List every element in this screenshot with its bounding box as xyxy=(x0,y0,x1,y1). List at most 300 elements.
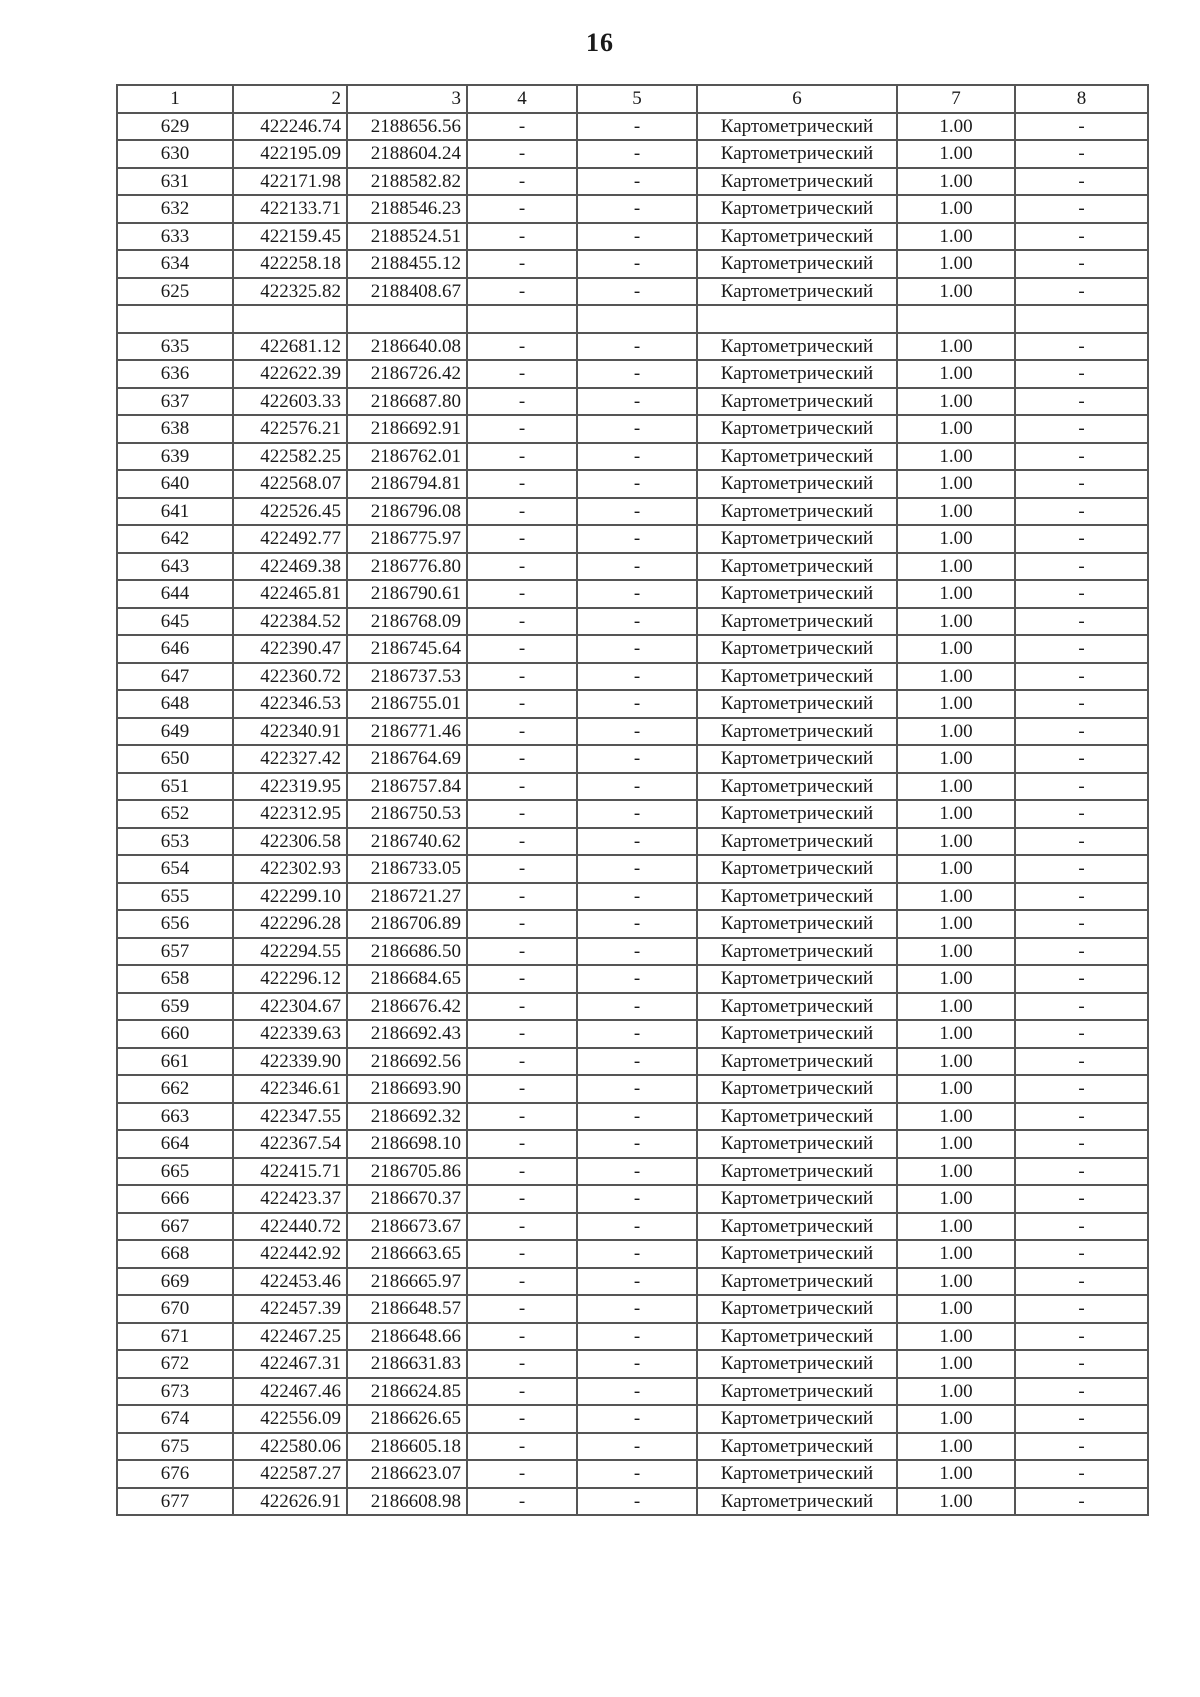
table-cell: Картометрический xyxy=(697,1295,897,1323)
coordinates-table xyxy=(116,84,1149,1516)
table-cell: - xyxy=(577,1075,697,1103)
table-cell: Картометрический xyxy=(697,1405,897,1433)
table-cell: 2186737.53 xyxy=(347,663,467,691)
table-cell: Картометрический xyxy=(697,1378,897,1406)
table-cell: - xyxy=(577,1405,697,1433)
table-cell: Картометрический xyxy=(697,1268,897,1296)
table-cell: 2186705.86 xyxy=(347,1158,467,1186)
table-cell: 641 xyxy=(117,498,233,526)
table-cell: 422340.91 xyxy=(233,718,347,746)
table-cell: 422587.27 xyxy=(233,1460,347,1488)
table-cell: - xyxy=(577,608,697,636)
table-cell: - xyxy=(467,993,577,1021)
table-cell: - xyxy=(1015,828,1148,856)
table-row xyxy=(117,1350,1148,1378)
table-row xyxy=(117,498,1148,526)
table-cell: - xyxy=(577,1185,697,1213)
page-number: 16 xyxy=(586,28,614,57)
table-cell: 2186608.98 xyxy=(347,1488,467,1516)
table-cell: - xyxy=(1015,1350,1148,1378)
table-cell: Картометрический xyxy=(697,1075,897,1103)
table-cell: Картометрический xyxy=(697,1433,897,1461)
table-row xyxy=(117,1433,1148,1461)
table-cell: - xyxy=(467,773,577,801)
table-cell: 2186663.65 xyxy=(347,1240,467,1268)
table-cell: - xyxy=(577,1488,697,1516)
table-row xyxy=(117,1158,1148,1186)
table-row xyxy=(117,278,1148,306)
table-row xyxy=(117,718,1148,746)
table-cell: 1.00 xyxy=(897,1460,1015,1488)
table-cell: - xyxy=(1015,690,1148,718)
table-cell: 633 xyxy=(117,223,233,251)
table-cell: - xyxy=(577,965,697,993)
table-cell: - xyxy=(577,415,697,443)
table-cell: 1.00 xyxy=(897,443,1015,471)
table-cell: Картометрический xyxy=(697,113,897,141)
table-cell: Картометрический xyxy=(697,608,897,636)
table-cell: Картометрический xyxy=(697,965,897,993)
table-cell: 2186631.83 xyxy=(347,1350,467,1378)
table-cell: 422453.46 xyxy=(233,1268,347,1296)
table-cell xyxy=(233,305,347,333)
table-cell: Картометрический xyxy=(697,278,897,306)
table-cell: Картометрический xyxy=(697,690,897,718)
table-row xyxy=(117,1185,1148,1213)
table-cell: 1.00 xyxy=(897,553,1015,581)
table-cell: 2186692.91 xyxy=(347,415,467,443)
table-cell: - xyxy=(577,388,697,416)
table-cell: - xyxy=(1015,525,1148,553)
table-cell: - xyxy=(467,965,577,993)
table-cell: 655 xyxy=(117,883,233,911)
table-cell: Картометрический xyxy=(697,553,897,581)
table-cell: - xyxy=(1015,1378,1148,1406)
table-row xyxy=(117,1460,1148,1488)
table-cell: Картометрический xyxy=(697,360,897,388)
table-cell: 2188408.67 xyxy=(347,278,467,306)
table-cell: 422467.46 xyxy=(233,1378,347,1406)
table-row xyxy=(117,333,1148,361)
table-cell: 1.00 xyxy=(897,1295,1015,1323)
table-row xyxy=(117,663,1148,691)
table-cell: - xyxy=(577,1378,697,1406)
table-cell: - xyxy=(1015,910,1148,938)
table-cell: - xyxy=(1015,800,1148,828)
table-cell: 422339.63 xyxy=(233,1020,347,1048)
table-cell: 422622.39 xyxy=(233,360,347,388)
table-cell: Картометрический xyxy=(697,443,897,471)
table-row xyxy=(117,553,1148,581)
table-cell: 1.00 xyxy=(897,773,1015,801)
table-cell: - xyxy=(1015,223,1148,251)
column-header: 1 xyxy=(117,85,233,113)
table-cell: - xyxy=(1015,1323,1148,1351)
table-cell: 1.00 xyxy=(897,223,1015,251)
column-header: 5 xyxy=(577,85,697,113)
table-cell: 422442.92 xyxy=(233,1240,347,1268)
table-cell: 645 xyxy=(117,608,233,636)
table-cell: - xyxy=(1015,883,1148,911)
table-cell: - xyxy=(467,195,577,223)
table-cell: 657 xyxy=(117,938,233,966)
table-cell: - xyxy=(1015,1295,1148,1323)
table-cell: 667 xyxy=(117,1213,233,1241)
table-row xyxy=(117,140,1148,168)
table-cell: 625 xyxy=(117,278,233,306)
table-cell: Картометрический xyxy=(697,993,897,1021)
table-row xyxy=(117,1103,1148,1131)
table-cell: 638 xyxy=(117,415,233,443)
table-cell: - xyxy=(467,1213,577,1241)
table-cell: - xyxy=(467,168,577,196)
table-cell: - xyxy=(1015,333,1148,361)
table-row xyxy=(117,415,1148,443)
table-cell: - xyxy=(1015,388,1148,416)
table-row xyxy=(117,800,1148,828)
table-row xyxy=(117,195,1148,223)
table-cell: - xyxy=(1015,470,1148,498)
table-cell: 2186726.42 xyxy=(347,360,467,388)
table-cell: 422582.25 xyxy=(233,443,347,471)
table-cell: - xyxy=(467,938,577,966)
table-cell: - xyxy=(467,1295,577,1323)
table-cell: 629 xyxy=(117,113,233,141)
table-cell: 422469.38 xyxy=(233,553,347,581)
table-cell: 2186771.46 xyxy=(347,718,467,746)
table-cell: 1.00 xyxy=(897,993,1015,1021)
table-cell: 422465.81 xyxy=(233,580,347,608)
table-cell: 676 xyxy=(117,1460,233,1488)
table-cell: Картометрический xyxy=(697,910,897,938)
table-cell: - xyxy=(1015,773,1148,801)
column-header: 3 xyxy=(347,85,467,113)
table-cell: - xyxy=(467,1350,577,1378)
table-cell: 422556.09 xyxy=(233,1405,347,1433)
table-cell: 422576.21 xyxy=(233,415,347,443)
table-cell: 1.00 xyxy=(897,1130,1015,1158)
table-cell: - xyxy=(467,525,577,553)
table-cell: 2186605.18 xyxy=(347,1433,467,1461)
table-row xyxy=(117,1405,1148,1433)
table-cell: 639 xyxy=(117,443,233,471)
table-cell: 643 xyxy=(117,553,233,581)
table-cell: 1.00 xyxy=(897,1213,1015,1241)
table-cell: - xyxy=(1015,855,1148,883)
table-cell: - xyxy=(467,223,577,251)
table-cell: - xyxy=(467,1185,577,1213)
table-cell: - xyxy=(577,1295,697,1323)
table-cell: 2186648.66 xyxy=(347,1323,467,1351)
table-cell: 2186623.07 xyxy=(347,1460,467,1488)
table-cell: 2186745.64 xyxy=(347,635,467,663)
table-cell: 2186670.37 xyxy=(347,1185,467,1213)
table-cell: - xyxy=(577,1103,697,1131)
table-cell: 651 xyxy=(117,773,233,801)
table-cell: 2186676.42 xyxy=(347,993,467,1021)
table-cell xyxy=(1015,305,1148,333)
table-cell: 2186626.65 xyxy=(347,1405,467,1433)
table-cell: 1.00 xyxy=(897,663,1015,691)
table-cell: 2186692.43 xyxy=(347,1020,467,1048)
table-cell: 1.00 xyxy=(897,195,1015,223)
table-cell: 665 xyxy=(117,1158,233,1186)
table-cell: 631 xyxy=(117,168,233,196)
table-cell: - xyxy=(467,855,577,883)
table-cell: - xyxy=(577,1240,697,1268)
table-cell: Картометрический xyxy=(697,1213,897,1241)
table-cell: - xyxy=(467,800,577,828)
table-row xyxy=(117,855,1148,883)
table-cell xyxy=(697,305,897,333)
table-cell: - xyxy=(577,828,697,856)
table-row xyxy=(117,1048,1148,1076)
table-cell: Картометрический xyxy=(697,470,897,498)
table-cell: - xyxy=(577,278,697,306)
table-cell: 1.00 xyxy=(897,1433,1015,1461)
table-cell: 1.00 xyxy=(897,415,1015,443)
table-cell: - xyxy=(467,278,577,306)
table-cell: 1.00 xyxy=(897,938,1015,966)
table-cell: 2186790.61 xyxy=(347,580,467,608)
table-cell: - xyxy=(1015,113,1148,141)
table-cell: Картометрический xyxy=(697,1460,897,1488)
table-row xyxy=(117,1213,1148,1241)
table-cell: - xyxy=(467,828,577,856)
table-cell: 652 xyxy=(117,800,233,828)
table-cell: - xyxy=(467,1378,577,1406)
table-row xyxy=(117,745,1148,773)
table-cell: - xyxy=(467,415,577,443)
table-cell: - xyxy=(577,580,697,608)
table-cell: Картометрический xyxy=(697,1323,897,1351)
table-cell: 422367.54 xyxy=(233,1130,347,1158)
table-cell: 422423.37 xyxy=(233,1185,347,1213)
table-cell: - xyxy=(1015,608,1148,636)
table-cell: - xyxy=(467,553,577,581)
table-cell: - xyxy=(577,1268,697,1296)
table-cell: - xyxy=(1015,195,1148,223)
table-row xyxy=(117,1378,1148,1406)
table-cell: 1.00 xyxy=(897,718,1015,746)
table-row xyxy=(117,250,1148,278)
table-cell: - xyxy=(1015,1158,1148,1186)
table-cell: 664 xyxy=(117,1130,233,1158)
table-cell: 422467.25 xyxy=(233,1323,347,1351)
table-cell: - xyxy=(1015,1405,1148,1433)
table-cell: - xyxy=(577,1323,697,1351)
table-cell: 644 xyxy=(117,580,233,608)
table-cell: - xyxy=(1015,965,1148,993)
table-cell: - xyxy=(577,1048,697,1076)
table-cell: 2188546.23 xyxy=(347,195,467,223)
table-cell: - xyxy=(467,1130,577,1158)
table-cell: - xyxy=(1015,250,1148,278)
table-cell: 677 xyxy=(117,1488,233,1516)
table-cell xyxy=(897,305,1015,333)
table-cell: 661 xyxy=(117,1048,233,1076)
table-row xyxy=(117,1020,1148,1048)
table-cell: Картометрический xyxy=(697,223,897,251)
table-cell: Картометрический xyxy=(697,333,897,361)
table-cell: - xyxy=(467,883,577,911)
table-cell: 658 xyxy=(117,965,233,993)
table-cell: 422457.39 xyxy=(233,1295,347,1323)
table-cell xyxy=(117,305,233,333)
table-cell: - xyxy=(467,745,577,773)
table-cell: 422346.61 xyxy=(233,1075,347,1103)
table-cell: 422580.06 xyxy=(233,1433,347,1461)
table-cell: - xyxy=(1015,1433,1148,1461)
table-cell: - xyxy=(467,140,577,168)
table-cell: 1.00 xyxy=(897,333,1015,361)
table-row xyxy=(117,690,1148,718)
table-cell: 422296.12 xyxy=(233,965,347,993)
table-cell: 1.00 xyxy=(897,250,1015,278)
table-cell: Картометрический xyxy=(697,1048,897,1076)
table-cell: Картометрический xyxy=(697,168,897,196)
column-header: 7 xyxy=(897,85,1015,113)
table-cell: Картометрический xyxy=(697,580,897,608)
table-cell: 422526.45 xyxy=(233,498,347,526)
table-cell: - xyxy=(577,525,697,553)
table-cell: 1.00 xyxy=(897,1075,1015,1103)
table-cell: 637 xyxy=(117,388,233,416)
table-cell: - xyxy=(1015,938,1148,966)
table-cell: Картометрический xyxy=(697,250,897,278)
table-cell: - xyxy=(577,855,697,883)
table-cell: - xyxy=(467,1405,577,1433)
table-cell: 630 xyxy=(117,140,233,168)
table-cell: 674 xyxy=(117,1405,233,1433)
table-cell: 2186733.05 xyxy=(347,855,467,883)
table-cell: 422384.52 xyxy=(233,608,347,636)
table-cell: 1.00 xyxy=(897,1185,1015,1213)
table-cell: Картометрический xyxy=(697,828,897,856)
table-row xyxy=(117,360,1148,388)
table-cell: 422325.82 xyxy=(233,278,347,306)
table-cell: - xyxy=(1015,1488,1148,1516)
table-cell: 654 xyxy=(117,855,233,883)
table-cell: - xyxy=(577,635,697,663)
table-cell: - xyxy=(1015,993,1148,1021)
table-cell: 1.00 xyxy=(897,1158,1015,1186)
table-cell: 422302.93 xyxy=(233,855,347,883)
table-cell: - xyxy=(577,333,697,361)
table-cell: 2186692.56 xyxy=(347,1048,467,1076)
table-cell: - xyxy=(467,388,577,416)
table-cell: 422681.12 xyxy=(233,333,347,361)
table-cell: - xyxy=(577,745,697,773)
table-cell: - xyxy=(467,1020,577,1048)
table-cell: 422360.72 xyxy=(233,663,347,691)
table-cell: 2188604.24 xyxy=(347,140,467,168)
column-header: 4 xyxy=(467,85,577,113)
table-cell: 1.00 xyxy=(897,635,1015,663)
table-cell: - xyxy=(577,1350,697,1378)
table-row xyxy=(117,773,1148,801)
table-cell: 1.00 xyxy=(897,1268,1015,1296)
table-cell: Картометрический xyxy=(697,1158,897,1186)
table-cell: 422133.71 xyxy=(233,195,347,223)
table-cell: 660 xyxy=(117,1020,233,1048)
table-cell: - xyxy=(577,993,697,1021)
table-cell: 634 xyxy=(117,250,233,278)
table-cell: - xyxy=(1015,498,1148,526)
table-cell: - xyxy=(467,1103,577,1131)
table-cell: 1.00 xyxy=(897,1378,1015,1406)
table-cell: - xyxy=(1015,1268,1148,1296)
table-cell: Картометрический xyxy=(697,635,897,663)
table-cell: - xyxy=(1015,553,1148,581)
table-cell: - xyxy=(1015,443,1148,471)
table-cell: - xyxy=(1015,1020,1148,1048)
table-cell: - xyxy=(577,938,697,966)
table-cell: 2186686.50 xyxy=(347,938,467,966)
table-cell: 422467.31 xyxy=(233,1350,347,1378)
table-cell: - xyxy=(1015,1130,1148,1158)
table-cell: Картометрический xyxy=(697,718,897,746)
table-cell: - xyxy=(467,333,577,361)
table-cell: Картометрический xyxy=(697,855,897,883)
table-cell: 1.00 xyxy=(897,140,1015,168)
table-row xyxy=(117,443,1148,471)
table-row xyxy=(117,113,1148,141)
table-row xyxy=(117,1268,1148,1296)
table-cell: 2186775.97 xyxy=(347,525,467,553)
table-cell: 422258.18 xyxy=(233,250,347,278)
table-cell: 1.00 xyxy=(897,470,1015,498)
table-cell: - xyxy=(467,910,577,938)
table-cell: 1.00 xyxy=(897,745,1015,773)
table-cell: - xyxy=(1015,718,1148,746)
table-cell: 422440.72 xyxy=(233,1213,347,1241)
table-cell: - xyxy=(1015,360,1148,388)
table-cell: 422159.45 xyxy=(233,223,347,251)
table-cell: 636 xyxy=(117,360,233,388)
table-cell: Картометрический xyxy=(697,1130,897,1158)
table-cell: - xyxy=(467,113,577,141)
table-cell: - xyxy=(577,195,697,223)
table-cell: 673 xyxy=(117,1378,233,1406)
table-cell: 1.00 xyxy=(897,1103,1015,1131)
table-cell: - xyxy=(1015,1240,1148,1268)
table-cell: - xyxy=(1015,168,1148,196)
table-cell xyxy=(577,305,697,333)
table-cell: - xyxy=(1015,415,1148,443)
table-cell: 422568.07 xyxy=(233,470,347,498)
table-cell: - xyxy=(1015,580,1148,608)
table-cell: 1.00 xyxy=(897,360,1015,388)
table-cell: - xyxy=(467,580,577,608)
table-cell: - xyxy=(1015,1048,1148,1076)
table-cell: 646 xyxy=(117,635,233,663)
table-cell: Картометрический xyxy=(697,498,897,526)
table-cell: - xyxy=(1015,745,1148,773)
table-cell: 2186757.84 xyxy=(347,773,467,801)
table-cell: 656 xyxy=(117,910,233,938)
table-cell: 422312.95 xyxy=(233,800,347,828)
table-cell: 422294.55 xyxy=(233,938,347,966)
table-cell: - xyxy=(467,1323,577,1351)
table-cell: Картометрический xyxy=(697,663,897,691)
table-cell: 422327.42 xyxy=(233,745,347,773)
table-cell: 2186665.97 xyxy=(347,1268,467,1296)
table-cell: 2186794.81 xyxy=(347,470,467,498)
table-cell: Картометрический xyxy=(697,525,897,553)
table-row xyxy=(117,635,1148,663)
table-cell: - xyxy=(1015,1103,1148,1131)
